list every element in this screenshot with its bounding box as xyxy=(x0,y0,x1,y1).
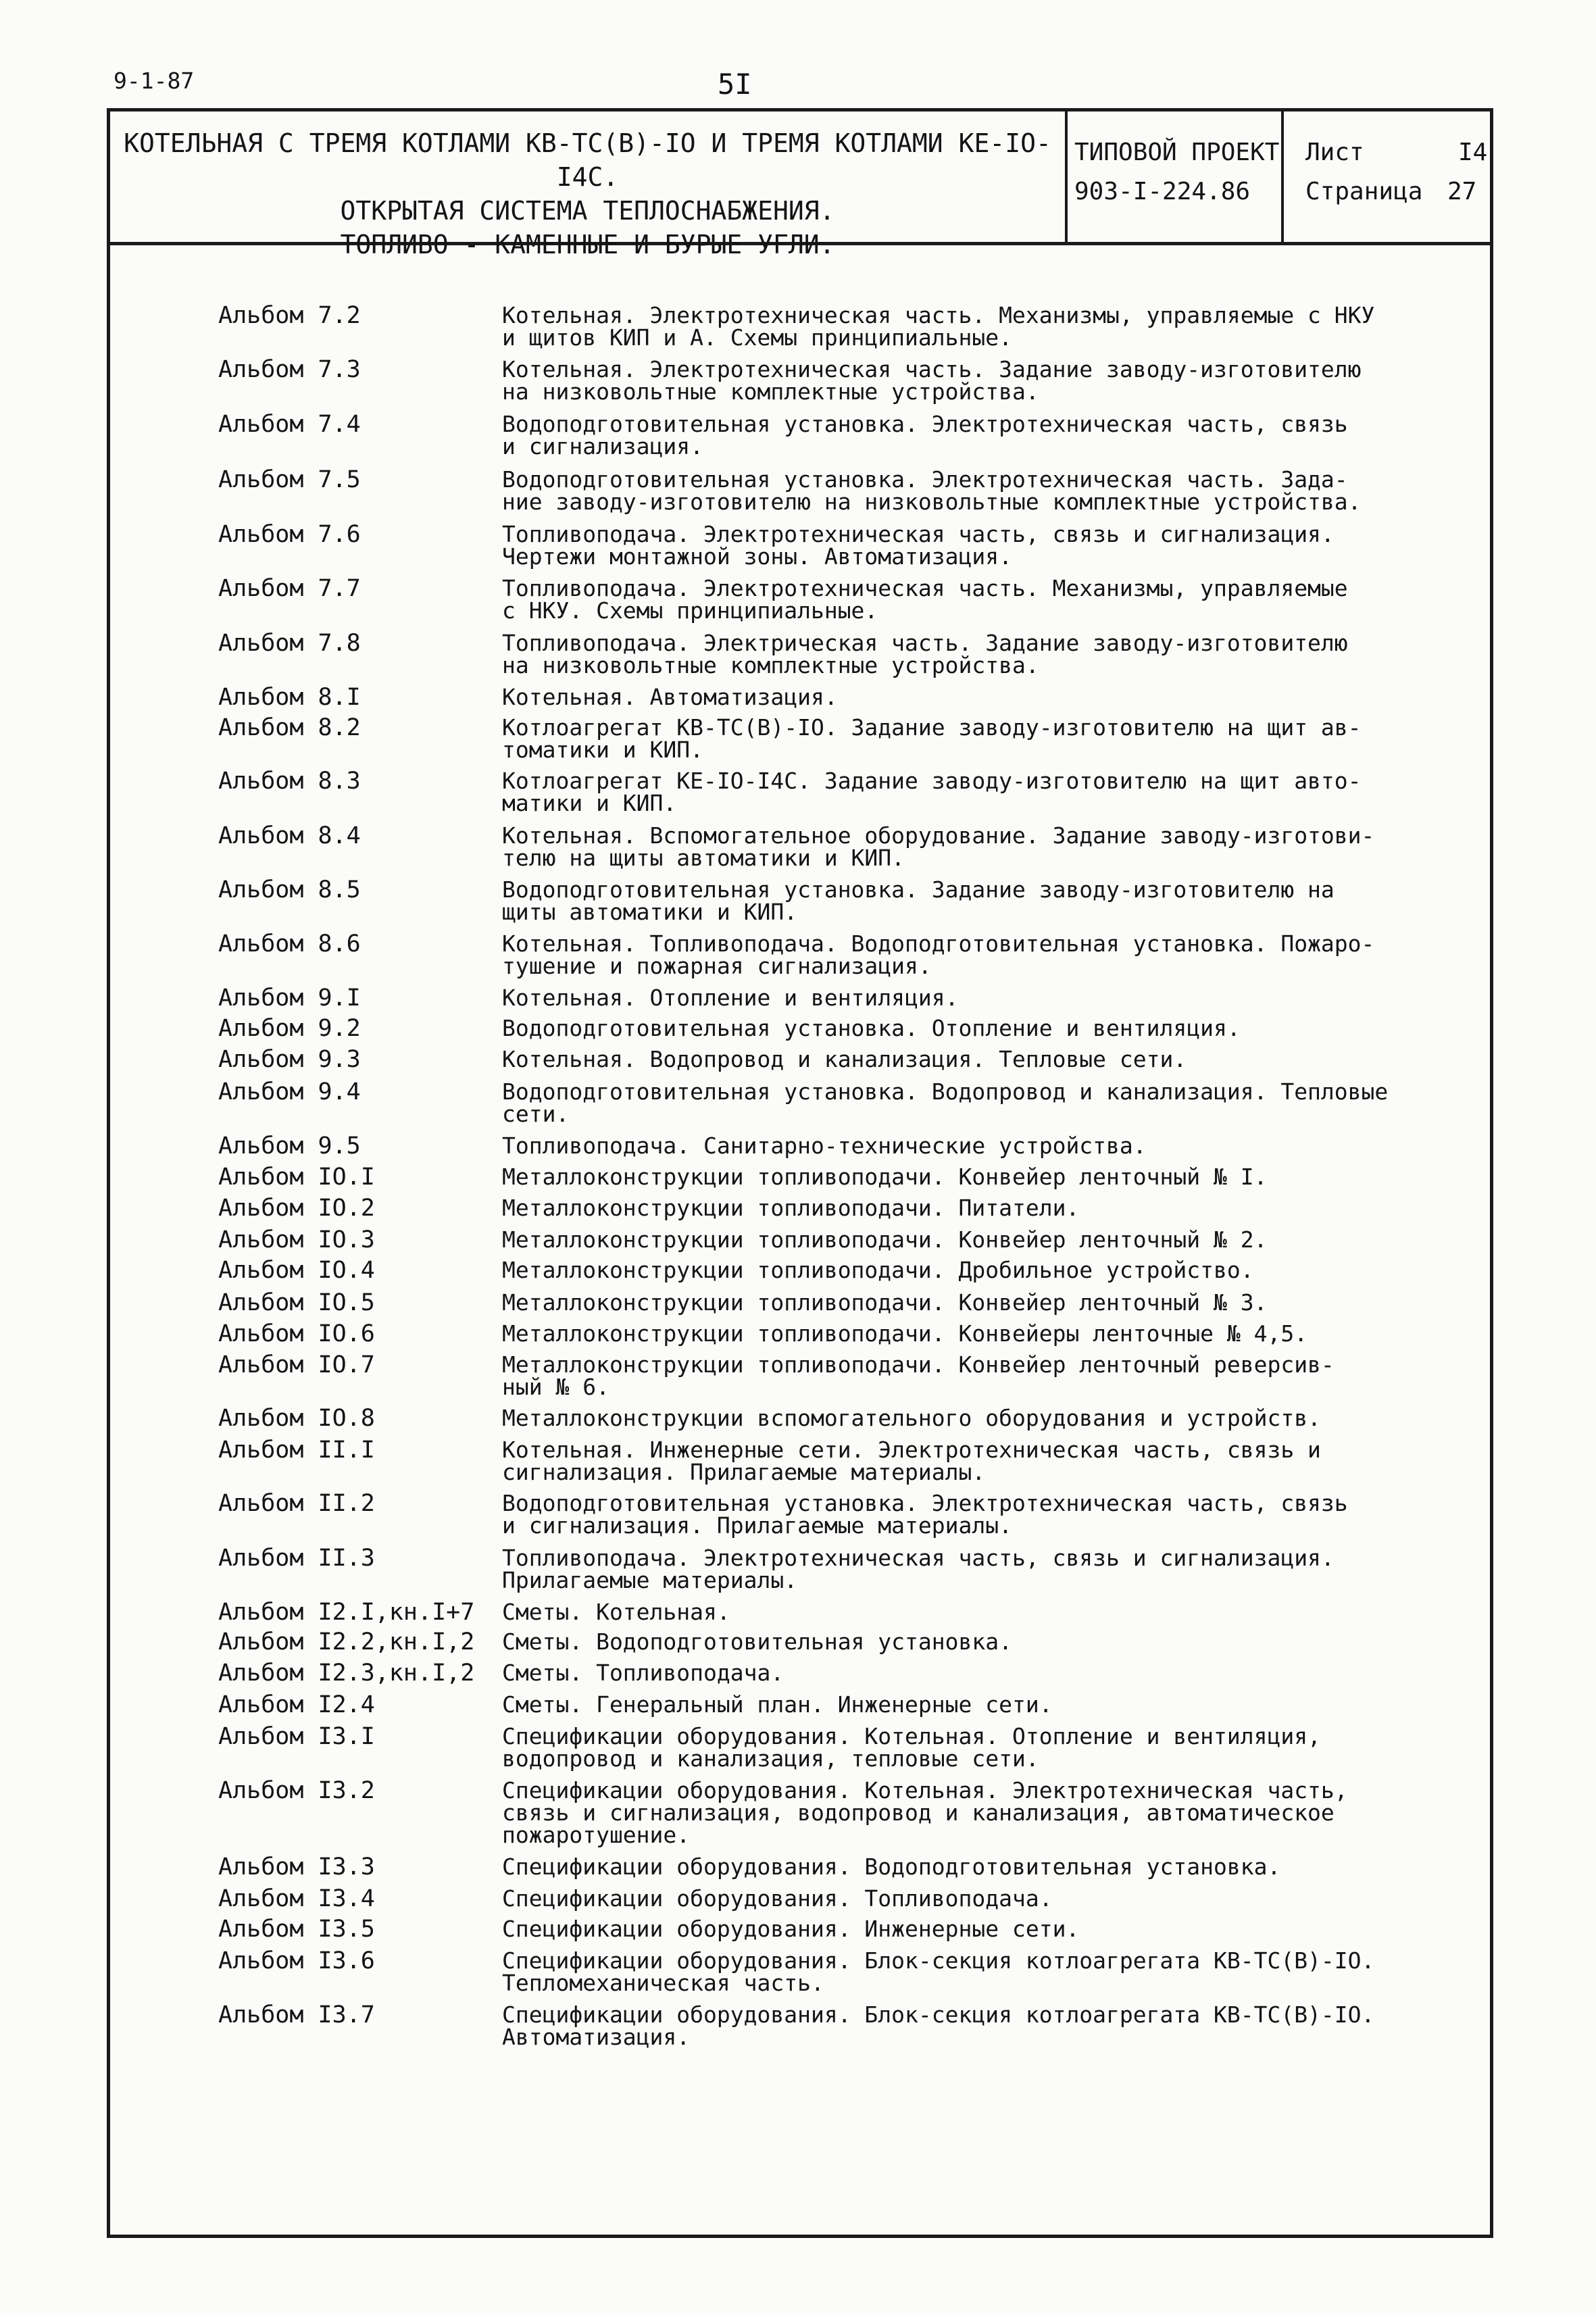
album-label: Альбом I3.7 xyxy=(218,2001,375,2028)
album-label: Альбом 8.I xyxy=(218,684,361,711)
sheet-value: I4 xyxy=(1458,139,1488,166)
album-description: Котельная. Отопление и вентиляция. xyxy=(502,985,959,1011)
album-description: Котельная. Автоматизация. xyxy=(502,684,838,710)
document-code: 9-1-87 xyxy=(114,68,195,94)
album-description: Водоподготовительная установка. Электротехническая часть, связь и сигнализация. Прилагаемые материалы. xyxy=(502,1490,1348,1539)
album-description: Топливоподача. Электротехническая часть, связь и сигнализация. Прилагаемые материалы. xyxy=(502,1545,1335,1593)
album-label: Альбом I3.2 xyxy=(218,1777,375,1804)
album-label: Альбом I2.3,кн.I,2 xyxy=(218,1660,475,1687)
album-description: Топливоподача. Санитарно-технические устройства. xyxy=(502,1132,1147,1159)
album-description: Топливоподача. Электротехническая часть. Механизмы, управляемые с НКУ. Схемы принципиальные. xyxy=(502,575,1348,624)
album-label: Альбом I2.4 xyxy=(218,1691,375,1718)
album-label: Альбом 7.6 xyxy=(218,521,361,548)
album-label: Альбом II.2 xyxy=(218,1490,375,1517)
album-label: Альбом 7.5 xyxy=(218,466,361,493)
project-label: ТИПОВОЙ ПРОЕКТ xyxy=(1074,139,1280,166)
album-label: Альбом I3.I xyxy=(218,1723,375,1750)
album-description: Спецификации оборудования. Топливоподача. xyxy=(502,1885,1053,1912)
album-label: Альбом 9.3 xyxy=(218,1046,361,1073)
title-line: КОТЕЛЬНАЯ С ТРЕМЯ КОТЛАМИ КВ-ТС(В)-IO И ТРЕМЯ КОТЛАМИ КЕ-IO-I4С. xyxy=(124,128,1051,192)
album-description: Спецификации оборудования. Водоподготовительная установка. xyxy=(502,1853,1281,1880)
album-description: Металлоконструкции топливоподачи. Дробильное устройство. xyxy=(502,1257,1254,1283)
album-label: Альбом 9.I xyxy=(218,985,361,1012)
project-cell xyxy=(1068,111,1284,242)
album-description: Металлоконструкции топливоподачи. Конвейер ленточный реверсив- ный № 6. xyxy=(502,1351,1335,1400)
album-description: Металлоконструкции топливоподачи. Конвейер ленточный № 2. xyxy=(502,1226,1268,1253)
album-description: Спецификации оборудования. Котельная. Отопление и вентиляция, водопровод и канализация, тепловые сети. xyxy=(502,1723,1321,1772)
album-label: Альбом IO.4 xyxy=(218,1257,375,1284)
album-description: Котельная. Водопровод и канализация. Тепловые сети. xyxy=(502,1046,1187,1072)
album-label: Альбом IO.3 xyxy=(218,1226,375,1253)
album-label: Альбом I3.5 xyxy=(218,1916,375,1943)
album-description: Сметы. Водоподготовительная установка. xyxy=(502,1628,1012,1655)
album-description: Котельная. Электротехническая часть. Механизмы, управляемые с НКУ и щитов КИП и А. Схемы принципиальные. xyxy=(502,302,1375,351)
album-description: Топливоподача. Электротехническая часть, связь и сигнализация. Чертежи монтажной зоны. Автоматизация. xyxy=(502,521,1335,570)
album-description: Водоподготовительная установка. Электротехническая часть. Зада- ние заводу-изготовителю на низковольтные комплектные устройства. xyxy=(502,466,1362,515)
album-description: Котельная. Топливоподача. Водоподготовительная установка. Пожаро- тушение и пожарная сигнализация. xyxy=(502,930,1375,979)
album-label: Альбом I3.6 xyxy=(218,1947,375,1974)
album-description: Металлоконструкции топливоподачи. Конвейер ленточный № 3. xyxy=(502,1289,1268,1316)
album-description: Водоподготовительная установка. Задание заводу-изготовителю на щиты автоматики и КИП. xyxy=(502,876,1335,925)
album-label: Альбом II.3 xyxy=(218,1545,375,1572)
album-description: Топливоподача. Электрическая часть. Задание заводу-изготовителю на низковольтные комплектные устройства. xyxy=(502,630,1348,678)
album-label: Альбом IO.7 xyxy=(218,1351,375,1378)
album-label: Альбом IO.8 xyxy=(218,1405,375,1432)
album-description: Котельная. Электротехническая часть. Задание заводу-изготовителю на низковольтные комплектные устройства. xyxy=(502,356,1362,405)
sheet-label: Лист xyxy=(1305,139,1364,166)
album-label: Альбом IO.5 xyxy=(218,1289,375,1316)
page-frame xyxy=(107,108,1493,2238)
project-number: 903-I-224.86 xyxy=(1074,178,1251,205)
album-label: Альбом IO.2 xyxy=(218,1195,375,1222)
album-description: Сметы. Топливоподача. xyxy=(502,1660,784,1686)
album-description: Металлоконструкции топливоподачи. Питатели. xyxy=(502,1195,1080,1221)
title-block xyxy=(110,111,1490,259)
album-label: Альбом 8.4 xyxy=(218,822,361,849)
album-description: Металлоконструкции топливоподачи. Конвейеры ленточные № 4,5. xyxy=(502,1320,1308,1347)
title-line: ТОПЛИВО - КАМЕННЫЕ И БУРЫЕ УГЛИ. xyxy=(340,230,835,259)
album-label: Альбом 7.3 xyxy=(218,356,361,383)
album-label: Альбом 8.2 xyxy=(218,714,361,741)
album-description: Металлоконструкции топливоподачи. Конвейер ленточный № I. xyxy=(502,1164,1268,1190)
album-label: Альбом II.I xyxy=(218,1437,375,1464)
album-description: Спецификации оборудования. Блок-секция котлоагрегата КВ-ТС(В)-IO. Автоматизация. xyxy=(502,2001,1375,2050)
album-label: Альбом 7.8 xyxy=(218,630,361,657)
page-value: 27 xyxy=(1447,178,1477,205)
album-label: Альбом I2.I,кн.I+7 xyxy=(218,1599,475,1626)
album-label: Альбом 8.3 xyxy=(218,768,361,795)
album-label: Альбом 9.2 xyxy=(218,1015,361,1042)
album-description: Металлоконструкции вспомогательного оборудования и устройств. xyxy=(502,1405,1321,1431)
album-label: Альбом IO.I xyxy=(218,1164,375,1191)
page-number: 5I xyxy=(718,68,752,101)
title-line: ОТКРЫТАЯ СИСТЕМА ТЕПЛОСНАБЖЕНИЯ. xyxy=(340,196,835,226)
album-description: Котельная. Вспомогательное оборудование. Задание заводу-изготови- телю на щиты автоматики и КИП. xyxy=(502,822,1375,871)
album-description: Спецификации оборудования. Котельная. Электротехническая часть, связь и сигнализация, водопровод и канализация, автоматическое пожаротушение. xyxy=(502,1777,1348,1848)
album-label: Альбом I2.2,кн.I,2 xyxy=(218,1628,475,1656)
page-label: Страница xyxy=(1305,178,1423,205)
album-description: Котлоагрегат КЕ-IO-I4С. Задание заводу-изготовителю на щит авто- матики и КИП. xyxy=(502,768,1362,816)
album-description: Водоподготовительная установка. Водопровод и канализация. Тепловые сети. xyxy=(502,1078,1389,1127)
album-label: Альбом IO.6 xyxy=(218,1320,375,1347)
album-label: Альбом 7.4 xyxy=(218,411,361,438)
album-description: Сметы. Котельная. xyxy=(502,1599,730,1625)
album-label: Альбом 7.2 xyxy=(218,302,361,329)
album-label: Альбом 8.6 xyxy=(218,930,361,957)
album-label: Альбом 7.7 xyxy=(218,575,361,602)
album-label: Альбом I3.4 xyxy=(218,1885,375,1912)
album-description: Водоподготовительная установка. Электротехническая часть, связь и сигнализация. xyxy=(502,411,1348,459)
album-description: Сметы. Генеральный план. Инженерные сети. xyxy=(502,1691,1053,1718)
sheet-cell xyxy=(1284,111,1490,242)
album-description: Котлоагрегат КВ-ТС(В)-IO. Задание заводу-изготовителю на щит ав- томатики и КИП. xyxy=(502,714,1362,763)
album-label: Альбом 9.4 xyxy=(218,1078,361,1105)
album-description: Котельная. Инженерные сети. Электротехническая часть, связь и сигнализация. Прилагаемые материалы. xyxy=(502,1437,1321,1485)
album-label: Альбом 9.5 xyxy=(218,1132,361,1160)
album-label: Альбом I3.3 xyxy=(218,1853,375,1881)
album-description: Спецификации оборудования. Блок-секция котлоагрегата КВ-ТС(В)-IO. Тепломеханическая часть. xyxy=(502,1947,1375,1996)
album-label: Альбом 8.5 xyxy=(218,876,361,903)
title-cell xyxy=(110,111,1068,259)
album-description: Спецификации оборудования. Инженерные сети. xyxy=(502,1916,1080,1942)
album-description: Водоподготовительная установка. Отопление и вентиляция. xyxy=(502,1015,1241,1041)
